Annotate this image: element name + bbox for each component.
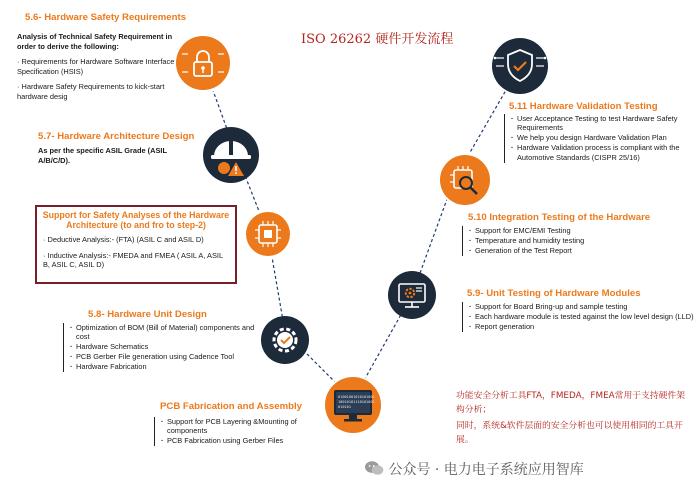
step-5-6-intro: Analysis of Technical Safety Requirement in order to derive the following: xyxy=(17,32,173,51)
shield-check-icon xyxy=(492,38,548,94)
analysis-note-line-1: 功能安全分析工具FTA，FMEDA，FMEA常用于支持硬件架构分析； xyxy=(456,391,686,415)
step-5-6-body xyxy=(17,32,175,102)
step-5-6-title: 5.6- Hardware Safety Requirements xyxy=(25,12,187,23)
engineer-helmet-icon xyxy=(203,127,259,183)
chip-icon xyxy=(244,210,292,258)
pcb-item-2: · PCB Fabrication using Gerber Files xyxy=(160,436,322,445)
step-5-7-title: 5.7- Hardware Architecture Design xyxy=(38,131,195,142)
safety-analyses-item-2: · Inductive Analysis:- FMEDA and FMEA ( ASIL A, ASIL B, ASIL C, ASIL D) xyxy=(43,250,223,270)
gear-check-icon xyxy=(261,316,309,364)
step-5-11-item-3: · Hardware Validation process is compliant with the Automotive Standards (CISPR 25/16) xyxy=(510,143,700,162)
step-5-6-item-1: · Requirements for Hardware Software Interface Specification (HSIS) xyxy=(17,57,175,76)
step-5-9-item-2: · Each hardware module is tested against the low level design (LLD) xyxy=(468,312,698,321)
safety-analyses-item-1: · Deductive Analysis:- (FTA) (ASIL C and ASIL D) xyxy=(43,235,204,244)
watermark xyxy=(364,459,584,479)
screen-code-line-2: 10010101110101001 xyxy=(338,400,375,404)
pcb-item-1: · Support for PCB Layering &Mounting of components xyxy=(160,417,322,436)
screen-code-line-1: 01001001010101001 xyxy=(338,395,375,399)
analysis-note xyxy=(456,390,688,447)
step-5-9-title: 5.9- Unit Testing of Hardware Modules xyxy=(467,288,641,299)
step-5-7-text: As per the specific ASIL Grade (ASIL A/B/C/D). xyxy=(38,146,167,165)
pcb-list xyxy=(154,417,322,446)
pcb-title: PCB Fabrication and Assembly xyxy=(160,401,302,412)
step-5-8-item-4: · Hardware Fabrication xyxy=(69,362,255,371)
step-5-8-title: 5.8- Hardware Unit Design xyxy=(88,309,207,320)
step-5-9-list xyxy=(462,302,698,332)
step-5-8-item-2: · Hardware Schematics xyxy=(69,342,255,351)
step-5-8-item-3: · PCB Gerber File generation using Cadence Tool xyxy=(69,352,255,361)
monitor-code-icon xyxy=(323,375,383,435)
step-5-11-item-2: · We help you design Hardware Validation Plan xyxy=(510,133,700,142)
safety-analyses-title: Support for Safety Analyses of the Hardware Architecture (to and fro to step-2) xyxy=(42,210,230,230)
step-5-8-list xyxy=(63,323,255,372)
step-5-10-item-2: · Temperature and humidity testing xyxy=(468,236,688,245)
page-title: ISO 26262 硬件开发流程 xyxy=(301,32,454,47)
step-5-10-title: 5.10 Integration Testing of the Hardware xyxy=(468,212,651,223)
step-5-9-item-3: · Report generation xyxy=(468,322,698,331)
step-5-11-item-1: · User Acceptance Testing to test Hardware Safety Requirements xyxy=(510,114,700,133)
wechat-icon xyxy=(364,460,384,476)
step-5-10-item-3: · Generation of the Test Report xyxy=(468,246,688,255)
step-5-11-list xyxy=(504,114,700,163)
screen-code-line-3: 010101 xyxy=(338,405,351,409)
screen-gear-icon xyxy=(388,271,436,319)
step-5-8-item-1: · Optimization of BOM (Bill of Material) components and cost xyxy=(69,323,255,342)
safety-analyses-box xyxy=(35,205,237,284)
lock-circuit-icon xyxy=(173,33,233,93)
watermark-text: 公众号 · 电力电子系统应用智库 xyxy=(388,462,584,478)
chip-magnifier-icon xyxy=(438,153,492,207)
analysis-note-line-2: 同时，系统&软件层面的安全分析也可以使用相同的工具开展。 xyxy=(456,421,683,445)
step-5-9-item-1: · Support for Board Bring-up and sample testing xyxy=(468,302,698,311)
step-5-6-item-2: · Hardware Safety Requirements to kick-start hardware desig xyxy=(17,82,165,101)
step-5-11-title: 5.11 Hardware Validation Testing xyxy=(509,101,658,112)
step-5-10-item-1: · Support for EMC/EMI Testing xyxy=(468,226,688,235)
step-5-10-list xyxy=(462,226,688,256)
